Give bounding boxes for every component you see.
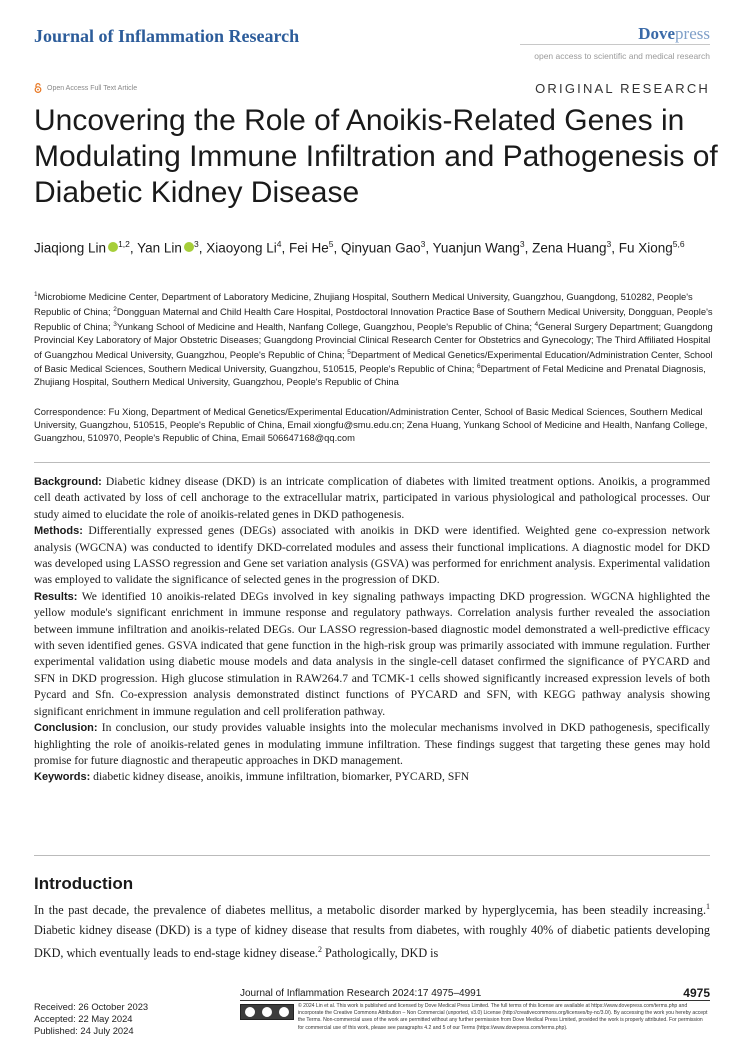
by-icon [262,1007,272,1017]
introduction-heading: Introduction [34,874,134,893]
conclusion-text: In conclusion, our study provides valuable insights into the molecular mechanisms involved in DKD pathogenesis, specifically highlighting the role of anoikis-related genes in modulating immune infiltration. These findings suggest that targeting these genes may hold promise for future diagnostic and therapeutic approaches in DKD management. [34,721,710,767]
author-affiliation-number: 3 [606,239,612,249]
intro-part-1: In the past decade, the prevalence of diabetes mellitus, a metabolic disorder marked by hyperglycemia, has been steadily increasing. [34,903,706,918]
cc-icon [245,1007,255,1017]
author-name: Fei He [289,240,329,256]
author-affiliation-number: 3 [519,239,525,249]
open-access-text: Open Access Full Text Article [47,84,138,92]
article-title: Uncovering the Role of Anoikis-Related Genes in Modulating Immune Infiltration and Pathogenesis of Diabetic Kidney Disease [34,104,718,209]
abstract-keywords [34,769,710,785]
background-label: Background: [34,476,102,488]
conclusion-label: Conclusion: [34,722,98,735]
publisher-logo[interactable] [638,24,710,44]
abstract-bottom-rule [34,855,710,856]
citation-1[interactable]: 1 [706,902,710,911]
intro-part-3: Pathologically, DKD is [321,946,439,961]
affiliation-text: Yunkang School of Medicine and Health, Nanfang College, Guangzhou, People's Republic of China; [116,320,535,332]
methods-text: Differentially expressed genes (DEGs) associated with anoikis in DKD were identified. Weighted gene co-expression network analysis (WGCNA) was conducted to identify DKD-correlated modules and assess their functional implications. A diagnostic model for DKD was developed using LASSO regression and Gene set variation analysis (GSVA) was performed for enrichment analysis. Experimental validation was employed to validate the significance of selected genes in the progression of DKD. [34,524,710,587]
abstract [34,474,710,786]
author-name: Zena Huang [532,240,607,256]
footer-journal-citation: Journal of Inflammation Research 2024:17 4975–4991 [240,988,482,999]
results-text: We identified 10 anoikis-related DEGs involved in key signaling pathways impacting DKD progression. WGCNA highlighted the yellow module's significant enrichment in immune response and regulatory pathways. Correlation analysis further revealed the association between immune infiltration and anoikis-related DEGs. Our LASSO regression-based diagnostic model demonstrated a well-predictive efficacy with seven identified genes. GSVA indicated that gene function in the high-risk group was primarily associated with immune regulation. Further experimental validation using diabetic mouse models and data analysis in the single-cell dataset confirmed the significance of PYCARD and SFN in DKD progression. High glucose stimulation in RAW264.7 and TCMK-1 cells showed significantly increased expression levels of both Pycard and Sfn. Co-expression analysis demonstrated distinct functions of PYCARD and SFN, with KEGG pathway analysis showing significant enrichment in immune regulation and cell proliferation pathway. [34,589,710,718]
correspondence: Correspondence: Fu Xiong, Department of Medical Genetics/Experimental Education/Administration Center, School of Basic Medical Sciences, Southern Medical University, Guangzhou, 510515, People's Republic of China, Email xiongfu@smu.edu.cn; Zena Huang, Yunkang School of Medicine and Health, Nanfang College, Guangzhou, 510970, People's Republic of China, Email 506647168@qq.com [34,406,708,443]
affiliation-number: 2 [113,305,117,313]
publisher-dove: Dove [638,24,676,43]
keywords-label: Keywords: [34,771,91,784]
abstract-results [34,589,710,720]
abstract-background [34,474,710,523]
author-affiliation-number: 3 [193,239,199,249]
author-affiliation-number: 4 [276,239,282,249]
author-affiliation-number: 5,6 [672,239,685,249]
received-date: Received: 26 October 2023 [34,1001,149,1012]
affiliation-number: 4 [534,320,539,328]
author-affiliation-number: 1,2 [118,239,130,249]
footer-rule [240,1000,710,1001]
nc-icon [279,1007,289,1017]
published-date: Published: 24 July 2024 [34,1024,134,1036]
author-name: Yuanjun Wang [432,240,520,256]
affiliation-text: General Surgery Department; Guangdong Provincial Key Laboratory of Major Obstetric Diseases; Guangdong Provincial Clinical Research Center for Obstetrics and Gynecology; The Third Affiliated Hospital of Guangzhou Medical University, Guangzhou, People's Republic of China; [34,320,713,360]
intro-part-2: Diabetic kidney disease (DKD) is a type of kidney disease that results from diabetes, with roughly 40% of diabetic patients developing DKD, which eventually leads to end-stage kidney disease. [34,923,710,961]
affiliation-number: 1 [34,291,38,298]
author-name: Fu Xiong [618,240,673,256]
author-name: Xiaoyong Li [206,240,277,256]
author-name: Yan Lin [137,240,182,256]
background-text: Diabetic kidney disease (DKD) is an intricate complication of diabetes with limited treatment options. Anoikis, a programmed cell death activated by loss of cell anchorage to the extracellular matrix, participated in various physiological and pathological processes. Our study aimed to elucidate the role of anoikis-related genes in DKD pathogenesis. [34,475,710,521]
keywords-text: diabetic kidney disease, anoikis, immune infiltration, biomarker, PYCARD, SFN [93,770,470,784]
author-list: Jiaqiong Lin $^{1,2}$, Yan Lin $^3$, Xiaoyong Li$^4$, Fei He$^5$, Qinyuan Gao$^3$, Yuanjun Wang$^3$, Zena Huang$^3$, Fu Xiong$^{5,6}$ [34,239,685,256]
open-access-icon [34,83,42,93]
publisher-tagline: open access to scientific and medical research [534,51,710,61]
article-type: ORIGINAL RESEARCH [535,81,710,96]
introduction-text [34,897,710,963]
affiliation-text: Department of Fetal Medicine and Prenatal Diagnosis, Zhujiang Hospital, Southern Medical University, Guangzhou, People's Republic of China [34,363,706,388]
journal-name: Journal of Inflammation Research [34,26,300,46]
orcid-icon[interactable] [184,242,194,252]
publication-dates [34,1001,148,1036]
affiliation-number: 5 [347,348,351,356]
open-access-label [34,83,137,93]
affiliation-number: 6 [477,363,481,371]
author-affiliation-number: 5 [328,239,334,249]
license-text: © 2024 Lin et al. This work is published and licensed by Dove Medical Press Limited. The full terms of this license are available at https://www.dovepress.com/terms.php and incorporate the Creative Commons Attribution – Non Commercial (unported, v3.0) License (http://creativecommons.org/licenses/by-nc/3.0/). By accessing the work you hereby accept the Terms. Non-commercial uses of the work are permitted without any further permission from Dove Medical Press Limited, provided the work is properly attributed. For permission for commercial use of this work, please see paragraphs 4.2 and 5 of our Terms (https://www.dovepress.com/terms.php). [298,1003,708,1031]
abstract-methods [34,523,710,589]
publisher-press: press [675,24,710,43]
creative-commons-badge[interactable] [240,1004,294,1020]
abstract-conclusion [34,720,710,769]
affiliation-text: Dongguan Maternal and Child Health Care Hospital, Postdoctoral Innovation Practice Base of Southern Medical University, Dongguan, People's Republic of China; [34,306,713,332]
page-number: 4975 [683,986,710,1000]
affiliations [34,289,714,389]
author-name: Jiaqiong Lin [34,240,107,256]
affiliation-text: Department of Medical Genetics/Experimental Education/Administration Center, School of Basic Medical Sciences, Southern Medical University, Guangzhou, 510515, People's Republic of China; [34,348,713,375]
author-affiliation-number: 3 [420,239,426,249]
affiliation-number: 3 [113,320,117,328]
affiliation-text: Microbiome Medicine Center, Department of Laboratory Medicine, Zhujiang Hospital, Southern Medical University, Guangzhou, Guangdong, 510282, People's Republic of China; [34,291,693,318]
header-rule [520,44,710,45]
results-label: Results: [34,590,78,603]
citation-2[interactable]: 2 [317,945,322,955]
methods-label: Methods: [34,525,83,538]
abstract-top-rule [34,462,710,463]
orcid-icon[interactable] [108,242,118,252]
author-name: Qinyuan Gao [341,240,421,256]
accepted-date: Accepted: 22 May 2024 [34,1012,133,1024]
